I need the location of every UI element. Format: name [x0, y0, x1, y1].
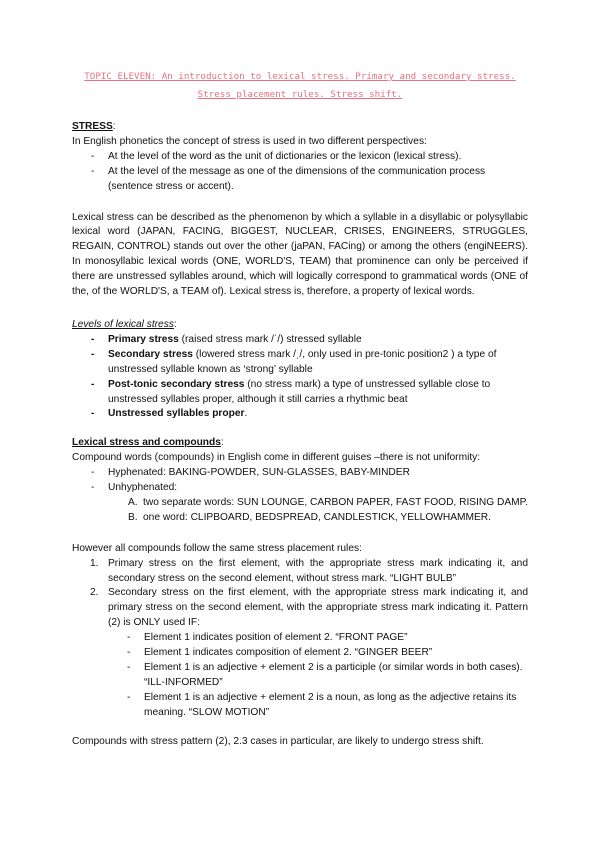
list-item: - Unhyphenated:: [72, 481, 528, 496]
compounds-intro: Compound words (compounds) in English come in different guises –there is not uniformity:: [72, 452, 481, 464]
levels-heading-text: Levels of lexical stress: [72, 318, 174, 330]
level-name: Unstressed syllables proper: [108, 408, 245, 420]
level-name: Primary stress: [108, 333, 179, 345]
list-item: - Element 1 indicates composition of element 2. “GINGER BEER”: [72, 646, 528, 661]
list-item: - At the level of the message as one of the dimensions of the communication process (sentence stress or accent).: [72, 165, 528, 195]
compounds-section: [72, 436, 528, 525]
levels-heading: [72, 318, 528, 333]
lexical-stress-paragraph: Lexical stress can be described as the phenomenon by which a syllable in a disyllabic or polysyllabic lexical word (JAPAN, FACING, BIGGEST, NUCLEAR, CRISES, ENGINEERS, STRUGGLES, REGAIN, CONTROL) stands out over the other (jaPAN, FACing) or among the others (engiNEERS). In monosyllabic lexical words (ONE, WORLD'S, TEAM) that prominence can only be perceived if there are unstressed syllables around, which will logically correspond to grammatical words (ONE of the, of the WORLD'S, a TEAM of). Lexical stress is, therefore, a property of lexical words.: [72, 211, 528, 298]
list-marker: 2.: [90, 587, 99, 599]
rules-list: [72, 557, 528, 632]
list-item: [72, 333, 528, 348]
rules-section: [72, 542, 528, 750]
level-description: .: [244, 408, 248, 420]
stress-heading-colon: :: [112, 121, 116, 132]
list-item: - Element 1 indicates position of element 2. “FRONT PAGE”: [72, 631, 528, 646]
unhyphenated-sublist: [72, 496, 528, 526]
levels-heading-colon: :: [173, 318, 177, 330]
list-marker: B.: [128, 511, 138, 523]
topic-title-line-1: TOPIC ELEVEN: An introduction to lexical stress. Primary and secondary stress.: [84, 71, 516, 82]
list-item-text: one word: CLIPBOARD, BEDSPREAD, CANDLESTICK, YELLOWHAMMER.: [143, 511, 491, 523]
stress-perspectives-list: [72, 150, 528, 195]
level-name: Post-tonic secondary stress: [108, 378, 245, 390]
list-item: - Hyphenated: BAKING-POWDER, SUN-GLASSES, BABY-MINDER: [72, 466, 528, 481]
list-marker: A.: [128, 496, 138, 508]
list-item-text: Secondary stress on the first element, with the appropriate stress mark indicating it, and primary stress on the second element, with the appropriate stress mark indicating it. Pattern (2) is ONLY used IF:: [108, 587, 528, 629]
list-item: - Element 1 is an adjective + element 2 is a participle (or similar words in both cases). “ILL-INFORMED”: [72, 661, 528, 691]
list-item: [72, 378, 528, 408]
list-item: [72, 586, 528, 631]
stress-intro: In English phonetics the concept of stress is used in two different perspectives:: [72, 135, 427, 147]
list-item: [72, 407, 528, 422]
rules-intro: However all compounds follow the same stress placement rules:: [72, 542, 362, 554]
list-item: [72, 348, 528, 378]
list-item: - Element 1 is an adjective + element 2 is a noun, as long as the adjective retains its meaning. “SLOW MOTION”: [72, 691, 528, 721]
rules-closing: Compounds with stress pattern (2), 2.3 cases in particular, are likely to undergo stress shift.: [72, 735, 484, 747]
compound-types-list: [72, 466, 528, 496]
level-description: (lowered stress mark /ˌ/, only used in pre-tonic position2 ) a type of unstressed syllable known as ‘strong’ syllable: [108, 348, 497, 375]
compounds-heading: [72, 436, 528, 451]
stress-heading: [72, 120, 528, 135]
list-item: [72, 511, 528, 526]
level-description: (no stress mark) a type of unstressed syllable close to unstressed syllables proper, although it still carries a rhythmic beat: [108, 378, 491, 405]
list-item-text: two separate words: SUN LOUNGE, CARBON PAPER, FAST FOOD, RISING DAMP.: [143, 496, 528, 508]
list-item: [72, 496, 528, 511]
document-page: [72, 68, 528, 750]
pattern-conditions-list: [72, 631, 528, 720]
list-item-text: Primary stress on the first element, with the appropriate stress mark indicating it, and secondary stress on the second element, without stress mark. “LIGHT BULB”: [108, 557, 528, 584]
list-marker: 1.: [90, 557, 99, 569]
level-description: (raised stress mark /ˈ/) stressed syllable: [178, 333, 362, 345]
stress-section: [72, 120, 528, 300]
levels-section: [72, 318, 528, 422]
levels-list: [72, 333, 528, 422]
topic-title-line-2: Stress placement rules. Stress shift.: [197, 89, 403, 100]
stress-heading-text: STRESS: [72, 121, 113, 132]
topic-title: [72, 68, 528, 104]
compounds-heading-colon: :: [220, 437, 224, 449]
list-item: [72, 557, 528, 587]
level-name: Secondary stress: [108, 348, 193, 360]
list-item: - At the level of the word as the unit of dictionaries or the lexicon (lexical stress).: [72, 150, 528, 165]
compounds-heading-text: Lexical stress and compounds: [72, 437, 221, 449]
